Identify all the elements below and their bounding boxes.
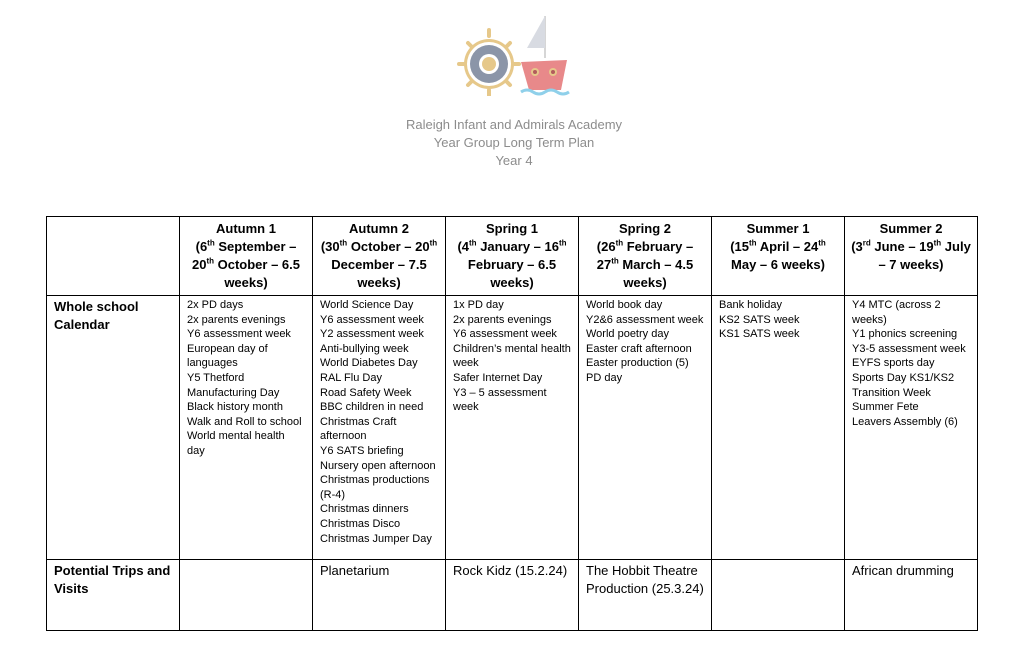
calendar-event: Transition Week [852,386,931,399]
calendar-event: Christmas Disco [320,517,401,530]
school-header [0,116,1028,170]
calendar-event: Y6 assessment week [320,313,424,326]
trips-and-visits-row [47,560,978,631]
term-header [712,217,845,296]
calendar-cell [180,296,313,560]
calendar-cell [579,296,712,560]
term-name: Autumn 2 [349,221,409,236]
term-header [579,217,712,296]
school-name: Raleigh Infant and Admirals Academy [405,117,623,132]
calendar-event: BBC children in need [320,401,424,414]
row-label: Potential Trips and Visits [47,560,180,631]
calendar-cell [313,296,446,560]
calendar-event: Children’s mental health week [453,342,571,370]
calendar-event: Safer Internet Day [453,371,543,384]
term-name: Autumn 1 [216,221,276,236]
calendar-event: Christmas Craft afternoon [320,415,397,443]
trip-cell [180,560,313,631]
term-header [845,217,978,296]
term-dates: (4th January – 16th February – 6.5 weeks) [457,238,567,290]
calendar-event: 2x parents evenings [453,313,552,326]
calendar-event: Y5 Thetford Manufacturing Day [187,371,280,399]
calendar-event: Y1 phonics screening [852,328,958,341]
calendar-event: Black history month [187,401,283,414]
school-logo-icon [455,14,575,96]
ship-wheel-icon [459,30,519,96]
term-header [180,217,313,296]
corner-cell [47,217,180,296]
calendar-event: KS2 SATS week [719,313,800,326]
term-dates: (15th April – 24th May – 6 weeks) [730,238,826,272]
calendar-event: Y6 assessment week [453,328,557,341]
year-group: Year 4 [495,153,533,168]
calendar-event: Y6 SATS briefing [320,444,404,457]
trip-cell: The Hobbit Theatre Production (25.3.24) [579,560,712,631]
term-name: Spring 2 [618,221,671,236]
calendar-event: KS1 SATS week [719,328,800,341]
calendar-cell [845,296,978,560]
calendar-event: World Diabetes Day [320,357,418,370]
calendar-event: Y3-5 assessment week [852,342,966,355]
calendar-event: Y4 MTC (across 2 weeks) [852,299,941,326]
calendar-cell [446,296,579,560]
calendar-event: Easter production (5) [586,357,689,370]
term-dates: (30th October – 20th December – 7.5 weeks) [320,238,438,290]
calendar-event: 1x PD day [453,299,504,311]
calendar-event: Sports Day KS1/KS2 [852,371,955,384]
calendar-event: European day of languages [187,342,268,370]
calendar-event: Bank holiday [719,299,782,311]
calendar-event: Easter craft afternoon [586,342,692,355]
calendar-event: PD day [586,371,623,384]
calendar-cell [712,296,845,560]
calendar-event: World book day [586,299,663,311]
term-header [446,217,579,296]
calendar-event: World Science Day [320,299,414,311]
calendar-event: World poetry day [586,328,669,341]
calendar-event: Leavers Assembly (6) [852,415,958,428]
calendar-event: RAL Flu Day [320,371,382,384]
trip-cell [712,560,845,631]
term-dates: (26th February – 27th March – 4.5 weeks) [596,238,694,290]
trip-cell: Planetarium [313,560,446,631]
term-name: Summer 1 [746,221,810,236]
term-dates: (6th September – 20th October – 6.5 weeks) [191,238,300,290]
term-name: Spring 1 [485,221,538,236]
term-name: Summer 2 [879,221,943,236]
row-label: Whole school Calendar [47,296,180,560]
calendar-event: Summer Fete [852,401,919,414]
trip-cell: Rock Kidz (15.2.24) [446,560,579,631]
long-term-plan-table [46,216,978,631]
term-dates: (3rd June – 19th July – 7 weeks) [851,238,971,272]
calendar-event: Christmas Jumper Day [320,532,432,545]
whole-school-calendar-row [47,296,978,560]
term-header [313,217,446,296]
trip-cell: African drumming [845,560,978,631]
calendar-event: EYFS sports day [852,357,935,370]
calendar-event: Walk and Roll to school [187,415,302,428]
calendar-event: Y2&6 assessment week [586,313,704,326]
calendar-event: Y3 – 5 assessment week [453,386,547,414]
calendar-event: Christmas dinners [320,503,409,516]
calendar-event: Nursery open afternoon [320,459,436,472]
plan-title: Year Group Long Term Plan [433,135,595,150]
calendar-event: Y2 assessment week [320,328,424,341]
sailboat-icon [521,16,569,94]
calendar-event: World mental health day [187,430,285,457]
calendar-event: Christmas productions (R-4) [320,474,430,501]
calendar-event: 2x parents evenings [187,313,286,326]
calendar-event: Anti-bullying week [320,342,409,355]
calendar-event: Road Safety Week [320,386,412,399]
calendar-event: Y6 assessment week [187,328,291,341]
calendar-event: 2x PD days [187,299,244,311]
term-header-row [47,217,978,296]
